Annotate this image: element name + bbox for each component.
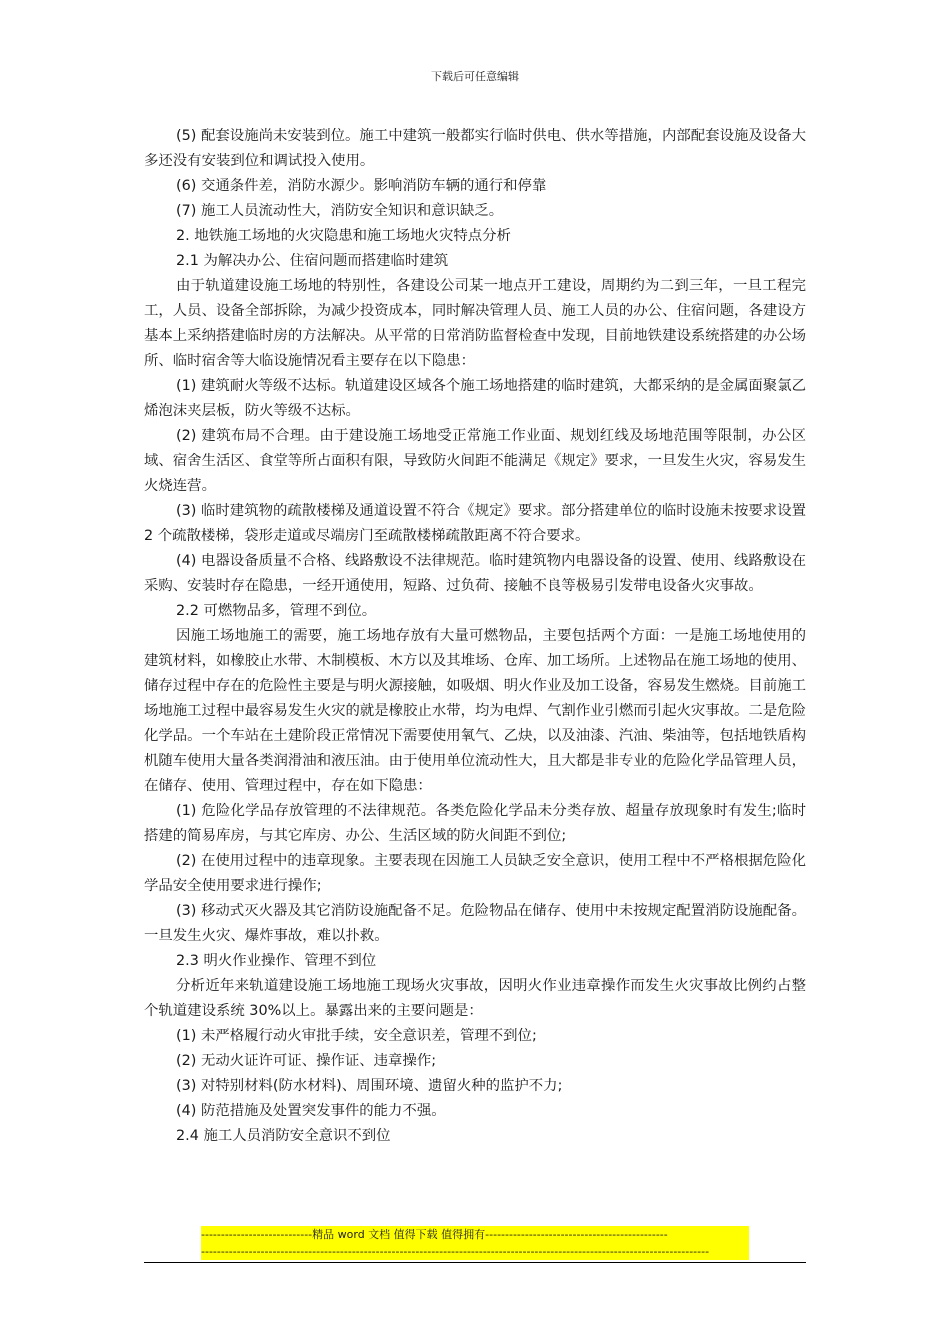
paragraph: (1) 未严格履行动火审批手续，安全意识差，管理不到位; [176,1028,537,1044]
paragraph: (3) 对特别材料(防水材料)、周围环境、遗留火种的监护不力; [176,1078,563,1094]
paragraph: 2.3 明火作业操作、管理不到位 [176,953,377,969]
footer-line-1: ----------------------------精品 word 文档 值得下载 值得拥有---------------------------------------------- [201,1228,668,1241]
paragraph: (1) 危险化学品存放管理的不法律规范。各类危险化学品未分类存放、超量存放现象时有发生;临时搭建的简易库房，与其它库房、办公、生活区域的防火间距不到位; [144,803,806,844]
paragraph: (2) 在使用过程中的违章现象。主要表现在因施工人员缺乏安全意识，使用工程中不严格根据危险化学品安全使用要求进行操作; [144,853,806,894]
paragraph: (2) 建筑布局不合理。由于建设施工场地受正常施工作业面、规划红线及场地范围等限制，办公区域、宿舍生活区、食堂等所占面积有限，导致防火间距不能满足《规定》要求，一旦发生火灾，容易发生火烧连营。 [144,428,806,494]
paragraph: (4) 防范措施及处置突发事件的能力不强。 [176,1103,446,1119]
footer-banner [201,1226,749,1260]
paragraph: (4) 电器设备质量不合格、线路敷设不法律规范。临时建筑物内电器设备的设置、使用、线路敷设在采购、安装时存在隐患，一经开通使用，短路、过负荷、接触不良等极易引发带电设备火灾事故。 [144,553,806,594]
footer-line-2: -------------------------------------------------------------------------------------------------------------------------------- [201,1245,710,1258]
paragraph: (1) 建筑耐火等级不达标。轨道建设区域各个施工场地搭建的临时建筑，大都采纳的是金属面聚氯乙烯泡沫夹层板，防火等级不达标。 [144,378,806,419]
paragraph: (3) 移动式灭火器及其它消防设施配备不足。危险物品在储存、使用中未按规定配置消防设施配备。一旦发生火灾、爆炸事故，难以扑救。 [144,903,806,944]
paragraph: 2.2 可燃物品多，管理不到位。 [176,603,377,619]
paragraph: (6) 交通条件差，消防水源少。影响消防车辆的通行和停靠 [176,178,547,194]
paragraph: 分析近年来轨道建设施工场地施工现场火灾事故，因明火作业违章操作而发生火灾事故比例约占整个轨道建设系统 30%以上。暴露出来的主要问题是： [144,978,806,1019]
paragraph: 由于轨道建设施工场地的特别性，各建设公司某一地点开工建设，周期约为二到三年，一旦工程完工，人员、设备全部拆除，为减少投资成本，同时解决管理人员、施工人员的办公、住宿问题，各建设方基本上采纳搭建临时房的方法解决。从平常的日常消防监督检查中发现，目前地铁建设系统搭建的办公场所、临时宿舍等大临设施情况看主要存在以下隐患： [144,278,806,369]
paragraph: (2) 无动火证许可证、操作证、违章操作; [176,1053,437,1069]
footer-rule [144,1262,806,1263]
paragraph: 因施工场地施工的需要，施工场地存放有大量可燃物品，主要包括两个方面：一是施工场地使用的建筑材料，如橡胶止水带、木制模板、木方以及其堆场、仓库、加工场所。上述物品在施工场地的使用、储存过程中存在的危险性主要是与明火源接触，如吸烟、明火作业及加工设备，容易发生燃烧。目前施工场地施工过程中最容易发生火灾的就是橡胶止水带，均为电焊、气割作业引燃而引起火灾事故。二是危险化学品。一个车站在土建阶段正常情况下需要使用氧气、乙炔，以及油漆、汽油、柴油等，包括地铁盾构机随车使用大量各类润滑油和液压油。由于使用单位流动性大，且大都是非专业的危险化学品管理人员，在储存、使用、管理过程中，存在如下隐患： [144,628,806,794]
paragraph: (7) 施工人员流动性大，消防安全知识和意识缺乏。 [176,203,504,219]
paragraph: 2.4 施工人员消防安全意识不到位 [176,1128,391,1144]
document-body [144,124,806,1149]
paragraph: 2. 地铁施工场地的火灾隐患和施工场地火灾特点分析 [176,228,511,244]
page-header: 下载后可任意编辑 [431,70,519,83]
paragraph: (5) 配套设施尚未安装到位。施工中建筑一般都实行临时供电、供水等措施，内部配套设施及设备大多还没有安装到位和调试投入使用。 [144,128,806,169]
paragraph: (3) 临时建筑物的疏散楼梯及通道设置不符合《规定》要求。部分搭建单位的临时设施未按要求设置 2 个疏散楼梯，袋形走道或尽端房门至疏散楼梯疏散距离不符合要求。 [144,503,806,544]
paragraph: 2.1 为解决办公、住宿问题而搭建临时建筑 [176,253,449,269]
